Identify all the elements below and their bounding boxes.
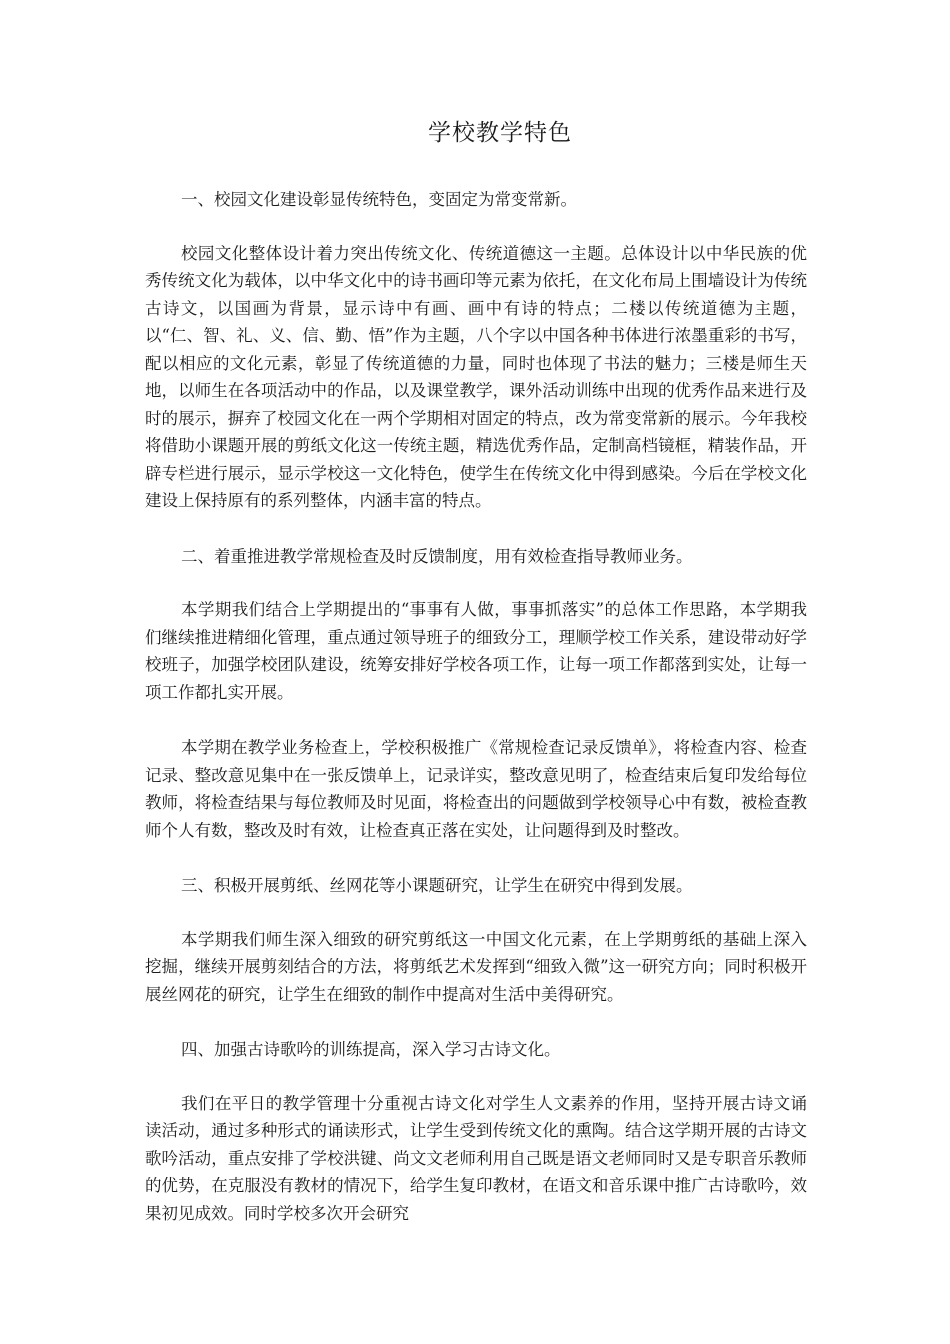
section-2-paragraph-1: 本学期我们结合上学期提出的“事事有人做，事事抓落实”的总体工作思路，本学期我们继续推进精细化管理，重点通过领导班子的细致分工，理顺学校工作关系，建设带动好学校班子，加强学校团队建设，统筹安排好学校各项工作，让每一项工作都落到实处，让每一项工作都扎实开展。 bbox=[145, 600, 807, 702]
document-title: 学校教学特色 bbox=[428, 120, 572, 146]
section-3-paragraph-1: 本学期我们师生深入细致的研究剪纸这一中国文化元素，在上学期剪纸的基础上深入挖掘，继续开展剪刻结合的方法，将剪纸艺术发挥到“细致入微”这一研究方向；同时积极开展丝网花的研究，让学生在细致的制作中提高对生活中美得研究。 bbox=[145, 929, 807, 1004]
section-3-heading: 三、积极开展剪纸、丝网花等小课题研究，让学生在研究中得到发展。 bbox=[181, 876, 693, 895]
document-body bbox=[145, 186, 807, 1255]
section-4-heading: 四、加强古诗歌吟的训练提高，深入学习古诗文化。 bbox=[181, 1040, 561, 1059]
section-1-heading: 一、校园文化建设彰显传统特色，变固定为常变常新。 bbox=[181, 190, 577, 209]
section-4-paragraph-1: 我们在平日的教学管理十分重视古诗文化对学生人文素养的作用，坚持开展古诗文诵读活动，通过多种形式的诵读形式，让学生受到传统文化的熏陶。结合这学期开展的古诗文歌吟活动，重点安排了学校洪键、尚文文老师利用自己既是语文老师同时又是专职音乐教师的优势，在克服没有教材的情况下，给学生复印教材，在语文和音乐课中推广古诗歌吟，效果初见成效。同时学校多次开会研究 bbox=[145, 1093, 807, 1223]
section-1-paragraph-1: 校园文化整体设计着力突出传统文化、传统道德这一主题。总体设计以中华民族的优秀传统文化为载体，以中华文化中的诗书画印等元素为依托，在文化布局上围墙设计为传统古诗文，以国画为背景，显示诗中有画、画中有诗的特点；二楼以传统道德为主题，以“仁、智、礼、义、信、勤、悟”作为主题，八个字以中国各种书体进行浓墨重彩的书写，配以相应的文化元素，彰显了传统道德的力量，同时也体现了书法的魅力；三楼是师生天地，以师生在各项活动中的作品，以及课堂教学，课外活动训练中出现的优秀作品来进行及时的展示，摒弃了校园文化在一两个学期相对固定的特点，改为常变常新的展示。今年我校将借助小课题开展的剪纸文化这一传统主题，精选优秀作品，定制高档镜框，精装作品，开辟专栏进行展示，显示学校这一文化特色，使学生在传统文化中得到感染。今后在学校文化建设上保持原有的系列整体，内涵丰富的特点。 bbox=[145, 243, 807, 510]
section-2-heading: 二、着重推进教学常规检查及时反馈制度，用有效检查指导教师业务。 bbox=[181, 546, 693, 566]
section-2-paragraph-2: 本学期在教学业务检查上，学校积极推广《常规检查记录反馈单》，将检查内容、检查记录、整改意见集中在一张反馈单上，记录详实，整改意见明了，检查结束后复印发给每位教师，将检查结果与每位教师及时见面，将检查出的问题做到学校领导心中有数，被检查教师个人有数，整改及时有效，让检查真正落在实处，让问题得到及时整改。 bbox=[145, 738, 807, 840]
